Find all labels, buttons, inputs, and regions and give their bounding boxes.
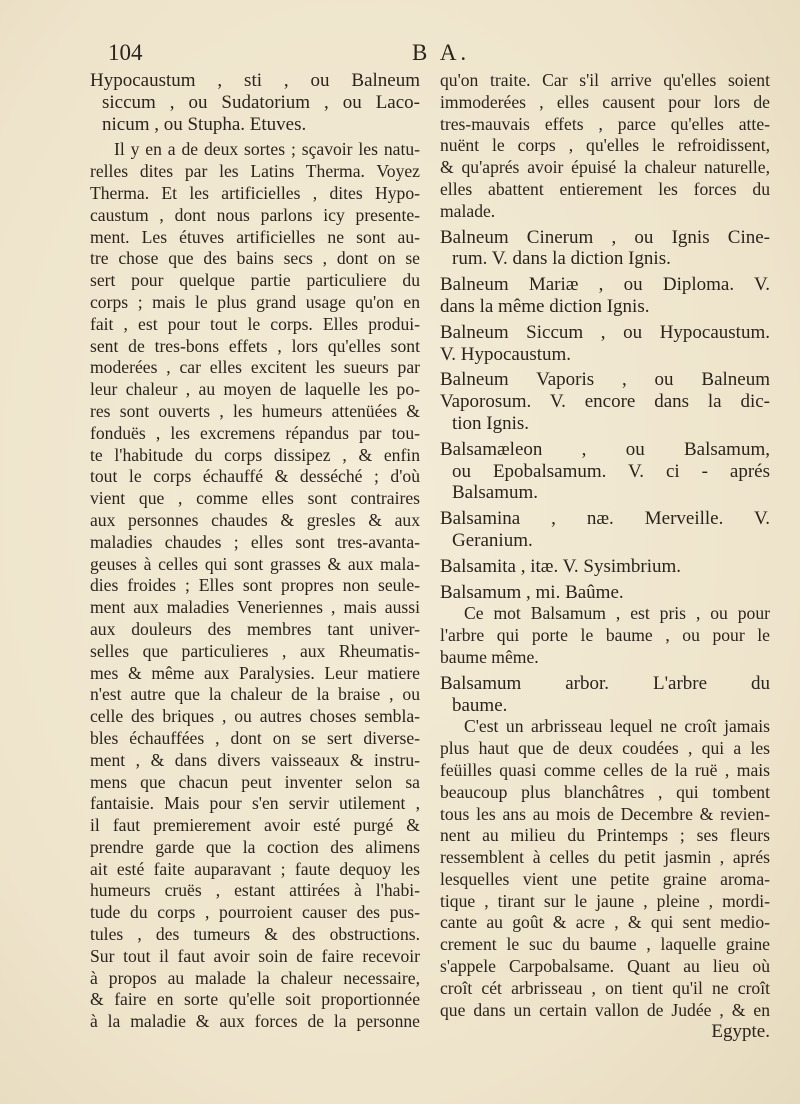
- text-line: Sur tout il faut avoir soin de faire recevoir: [90, 945, 420, 966]
- page-header: [108, 40, 770, 74]
- text-line: res sont ouverts , les humeurs attenüées &: [90, 400, 420, 421]
- text-line: qu'on traite. Car s'il arrive qu'elles soient: [440, 70, 770, 90]
- text-line: que dans un certain vallon de Judée , & en: [440, 999, 770, 1020]
- text-line: à propos au malade la chaleur necessaire,: [90, 967, 420, 988]
- entry-head-line: Balsamum , mi. Baûme.: [440, 581, 624, 603]
- entry-balsamina: [440, 508, 770, 552]
- entry-head-line: nicum , ou Stupha. Etuves.: [102, 113, 307, 135]
- text-line: tout le corps échauffé & desséché ; d'où: [90, 466, 420, 487]
- text-line: geuses à celles qui sont grasses & aux mala-: [90, 553, 420, 574]
- text-line: sent de tres-bons effets , lors qu'elles sont: [90, 335, 420, 356]
- text-line: nuënt le corps , qu'elles le refroidissent,: [440, 135, 770, 156]
- page-number: 104: [108, 40, 143, 65]
- text-line: n'est autre que la chaleur de la braise , ou: [90, 684, 420, 705]
- entry-head-line: V. Hypocaustum.: [440, 343, 572, 365]
- text-line: ressemblent à celles du petit jasmin , aprés: [440, 847, 770, 868]
- entry-head-line: Balsamina , næ. Merveille. V.: [440, 508, 770, 530]
- text-line: & faire en sorte qu'elle soit proportionnée: [90, 989, 420, 1010]
- entry-head-line: Balneum Vaporis , ou Balneum: [440, 369, 770, 391]
- text-line: feüilles quasi comme celles de la ruë , mais: [440, 759, 770, 780]
- text-line: relles dites par les Latins Therma. Voyez: [90, 161, 420, 182]
- text-line: ment , & dans divers vaisseaux & instru-: [90, 749, 420, 770]
- text-line: te l'habitude du corps dissipez , & enfin: [90, 444, 420, 465]
- entry-head-line: Balsamum.: [452, 482, 539, 504]
- text-line: l'arbre qui porte le baume , ou pour le: [440, 625, 770, 646]
- text-line: fait , est pour tout le corps. Elles produi-: [90, 313, 420, 334]
- text-line: C'est un arbrisseau lequel ne croît jamais: [464, 716, 770, 737]
- text-line: s'appele Carpobalsame. Quant au lieu où: [440, 956, 770, 977]
- text-line: aux douleurs des membres tant univer-: [90, 618, 420, 639]
- continued-text: [440, 70, 770, 223]
- text-line: Therma. Et les artificielles , dites Hypo-: [90, 182, 420, 203]
- entry-head-line: Balneum Cinerum , ou Ignis Cine-: [440, 226, 770, 248]
- entry-head-line: tion Ignis.: [452, 412, 530, 434]
- entry-head-line: Balneum Siccum , ou Hypocaustum.: [440, 321, 770, 343]
- text-line: tules , des tumeurs & des obstructions.: [90, 924, 420, 945]
- text-line: crement le suc du baume , laquelle graine: [440, 934, 770, 955]
- text-line: & qu'aprés avoir épuisé la chaleur naturelle,: [440, 157, 770, 178]
- text-line: nent au milieu du Printemps ; ses fleurs: [440, 825, 770, 846]
- text-line: celle des briques , ou autres choses sembla-: [90, 706, 420, 727]
- text-line: elles abattent entierement les forces du: [440, 178, 770, 199]
- entry-head-line: Geranium.: [452, 529, 533, 551]
- text-line: prendre garde que la coction des alimens: [90, 836, 420, 857]
- text-line: à la maladie & aux forces de la personne: [90, 1011, 420, 1032]
- text-line: dies froides ; Elles sont propres non seule-: [90, 575, 420, 596]
- text-line: immoderées , elles causent pour lors de: [440, 91, 770, 112]
- text-line: caustum , dont nous parlons icy presente-: [90, 204, 420, 225]
- entry-balsamaeleon: [440, 439, 770, 504]
- text-line: mens que chacun peut inventer selon sa: [90, 771, 420, 792]
- entry-balneum-siccum: [440, 322, 770, 366]
- text-line: lesquelles vient une petite graine aroma-: [440, 868, 770, 889]
- entry-balneum-mariae: [440, 274, 770, 318]
- entry-balsamum: [440, 582, 770, 669]
- entry-body: [90, 139, 420, 1033]
- text-line: Ce mot Balsamum , est pris , ou pour: [464, 603, 770, 624]
- text-line: vient que , comme elles sont contraires: [90, 488, 420, 509]
- entry-head-line: siccum , ou Sudatorium , ou Laco-: [102, 91, 420, 113]
- entry-head-line: Balsamæleon , ou Balsamum,: [440, 438, 770, 460]
- entry-head-line: Balsamum arbor. L'arbre du: [440, 672, 770, 694]
- text-line: leur chaleur , au moyen de laquelle les po-: [90, 379, 420, 400]
- text-line: bles échauffées , dont on se sert diverse-: [90, 727, 420, 748]
- text-line: cante au goût & acre , & qui sent medio-: [440, 912, 770, 933]
- text-line: baume même.: [440, 646, 539, 667]
- text-line: Il y en a de deux sortes ; sçavoir les natu-: [114, 139, 420, 160]
- entry-balsamita: [440, 556, 770, 578]
- running-head: B A.: [412, 40, 471, 65]
- text-line: ment aux maladies Veneriennes , mais aussi: [90, 597, 420, 618]
- left-column: [90, 70, 420, 1033]
- entry-balneum-cinerum: [440, 227, 770, 271]
- entry-head-line: baume.: [452, 694, 508, 716]
- entry-balneum-vaporis: [440, 369, 770, 434]
- entry-head-line: Balsamita , itæ. V. Sysimbrium.: [440, 555, 682, 577]
- text-line: malade.: [440, 200, 496, 221]
- text-line: corps ; mais le plus grand usage qu'on en: [90, 291, 420, 312]
- text-line: sert pour quelque partie particuliere du: [90, 270, 420, 291]
- text-line: tous les ans au mois de Decembre & revien-: [440, 803, 770, 824]
- text-line: tre chose que des bains secs , dont on se: [90, 248, 420, 269]
- entry-head-line: dans la même diction Ignis.: [440, 295, 650, 317]
- text-line: plus haut que de deux coudées , qui a les: [440, 738, 770, 759]
- text-line: tique , tirant sur le jaune , pleine , mordi-: [440, 890, 770, 911]
- entry-head-line: ou Epobalsamum. V. ci - aprés: [452, 460, 770, 482]
- text-line: tude du corps , pourroient causer des pus-: [90, 902, 420, 923]
- text-line: ait esté faite auparavant ; faute dequoy les: [90, 858, 420, 879]
- text-line: croît cét arbrisseau , on tient qu'il ne croît: [440, 977, 770, 998]
- text-line: moderées , car elles excitent les sueurs par: [90, 357, 420, 378]
- text-line: il faut premierement avoir esté purgé &: [90, 815, 420, 836]
- text-line: humeurs cruës , estant attirées à l'habi-: [90, 880, 420, 901]
- catchword: Egypte.: [711, 1021, 770, 1043]
- text-line: aux personnes chaudes & gresles & aux: [90, 509, 420, 530]
- entry-head-line: Vaporosum. V. encore dans la dic-: [440, 391, 770, 413]
- right-column: [440, 70, 770, 1043]
- text-line: ment. Les étuves artificielles ne sont au-: [90, 226, 420, 247]
- text-line: tres-mauvais effets , parce qu'elles atte-: [440, 113, 770, 134]
- entry-head-line: Hypocaustum , sti , ou Balneum: [90, 70, 420, 91]
- entry-head-line: rum. V. dans la diction Ignis.: [452, 248, 671, 270]
- entry-head-line: Balneum Mariæ , ou Diploma. V.: [440, 274, 770, 296]
- text-line: fantaisie. Mais pour s'en servir utilement ,: [90, 793, 420, 814]
- text-line: fonduës , les excremens répandus par tou-: [90, 422, 420, 443]
- entry-balsamum-arbor: [440, 673, 770, 1022]
- text-line: selles que particulieres , aux Rheumatis-: [90, 640, 420, 661]
- text-line: beaucoup plus blanchâtres , qui tombent: [440, 781, 770, 802]
- text-line: maladies chaudes ; elles sont tres-avanta-: [90, 531, 420, 552]
- entry-hypocaustum: [90, 70, 420, 135]
- text-line: mes & même aux Paralysies. Leur matiere: [90, 662, 420, 683]
